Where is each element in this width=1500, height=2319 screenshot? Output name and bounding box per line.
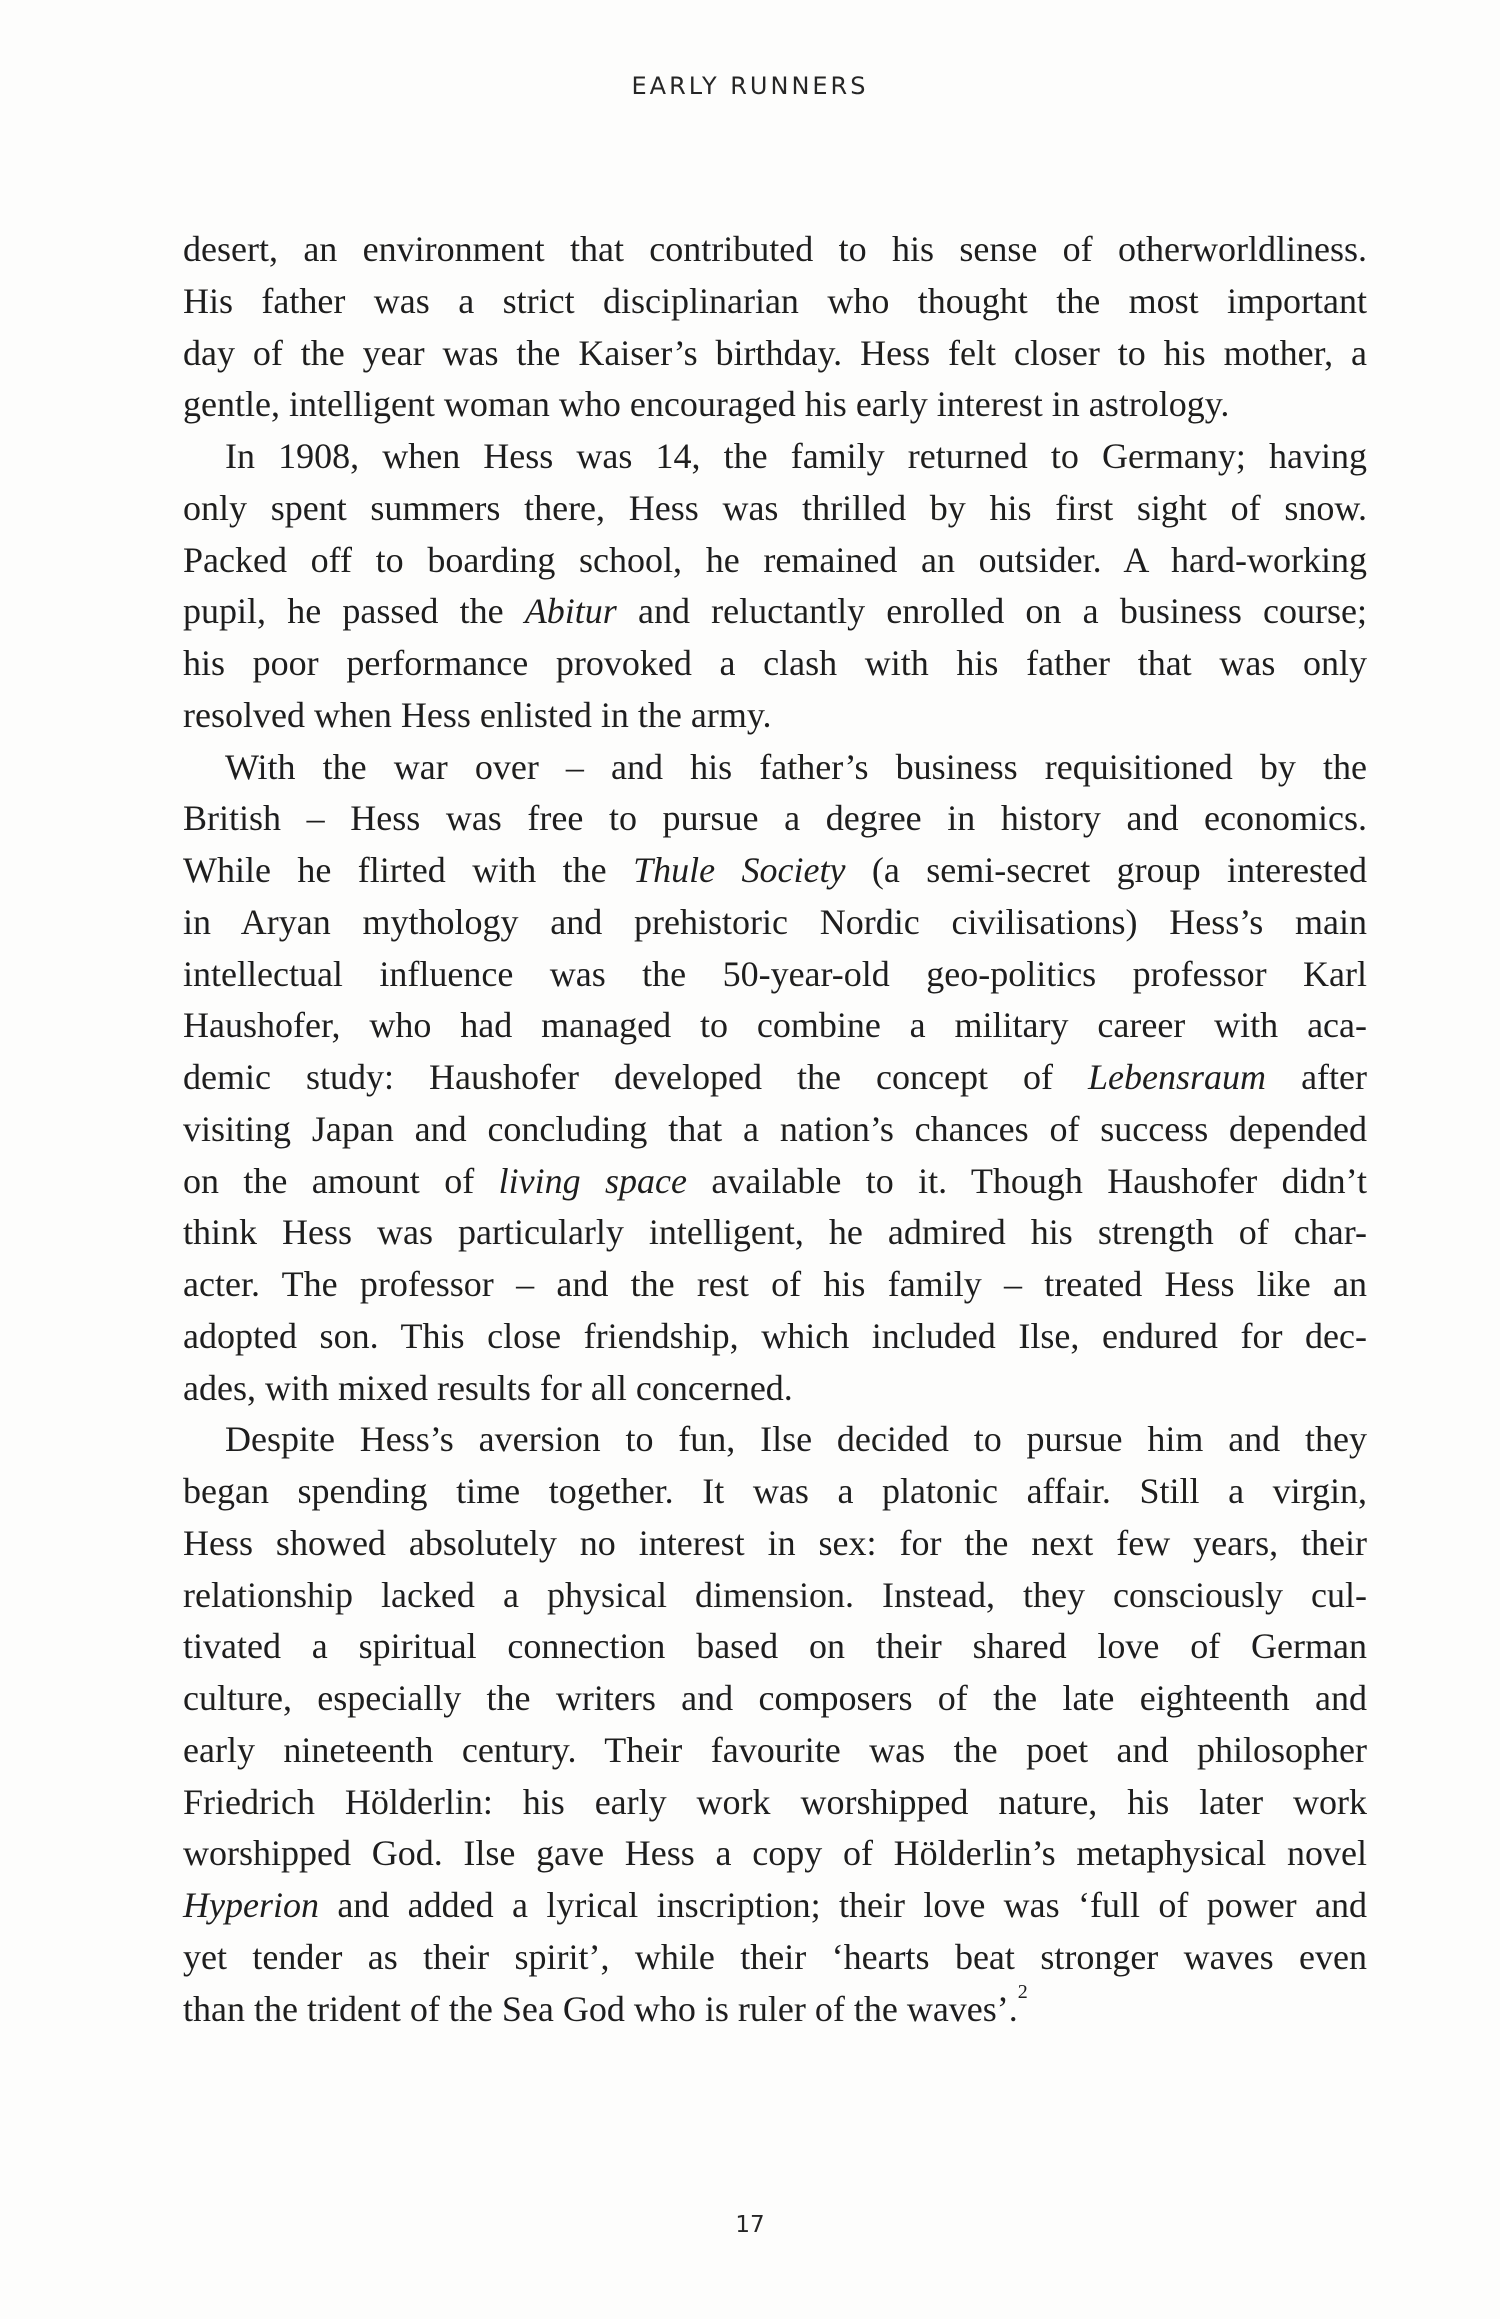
text-line: relationship lacked a physical dimension. Instead, they consciously cul- <box>183 1574 1367 1615</box>
italic-term: Hyperion <box>183 1885 319 1925</box>
italic-term: Thule Society <box>633 850 846 890</box>
text-run: after <box>1266 1057 1368 1097</box>
body-text <box>183 224 1367 2035</box>
text-line: began spending time together. It was a platonic affair. Still a virgin, <box>183 1471 1367 1511</box>
text-line: visiting Japan and concluding that a nation’s chances of success depended <box>183 1108 1367 1149</box>
text-line: Packed off to boarding school, he remained an outsider. A hard-working <box>183 539 1367 580</box>
paragraph <box>183 1414 1367 2035</box>
text-line: day of the year was the Kaiser’s birthday. Hess felt closer to his mother, a <box>183 332 1367 373</box>
text-line: tivated a spiritual connection based on their shared love of German <box>183 1626 1367 1667</box>
text-line: Hess showed absolutely no interest in sex: for the next few years, their <box>183 1522 1367 1563</box>
text-line: desert, an environment that contributed to his sense of otherworldliness. <box>183 229 1367 269</box>
text-line: With the war over – and his father’s business requisitioned by the <box>225 746 1367 787</box>
text-run: demic study: Haushofer developed the concept of <box>183 1057 1089 1097</box>
text-line: Haushofer, who had managed to combine a military career with aca- <box>183 1005 1367 1046</box>
text-run: pupil, he passed the <box>183 591 525 632</box>
text-run: and reluctantly enrolled on a business course; <box>616 591 1367 632</box>
text-line: only spent summers there, Hess was thrilled by his first sight of snow. <box>183 487 1367 528</box>
text-run: and added a lyrical inscription; their love was ‘full of power and <box>318 1885 1367 1925</box>
paragraph <box>183 431 1367 742</box>
text-line: in Aryan mythology and prehistoric Nordic civilisations) Hess’s main <box>183 901 1367 942</box>
text-run: (a semi-secret group interested <box>845 850 1368 890</box>
text-line: worshipped God. Ilse gave Hess a copy of Hölderlin’s metaphysical novel <box>183 1833 1367 1874</box>
text-line: intellectual influence was the 50-year-old geo-politics professor Karl <box>183 953 1367 994</box>
text-line: culture, especially the writers and composers of the late eighteenth and <box>183 1678 1367 1718</box>
text-line: acter. The professor – and the rest of his family – treated Hess like an <box>183 1264 1367 1304</box>
text-run: available to it. Though Haushofer didn’t <box>686 1160 1368 1201</box>
text-line: early nineteenth century. Their favourite was the poet and philosopher <box>183 1729 1367 1770</box>
running-head: EARLY RUNNERS <box>631 72 869 100</box>
text-line <box>183 845 1367 897</box>
text-line: ades, with mixed results for all concerned. <box>183 1367 793 1408</box>
text-line: his poor performance provoked a clash with his father that was only <box>183 643 1367 683</box>
text-line: adopted son. This close friendship, which included Ilse, endured for dec- <box>183 1315 1367 1356</box>
text-line: His father was a strict disciplinarian who thought the most important <box>183 280 1367 321</box>
italic-term: Lebensraum <box>1088 1057 1267 1097</box>
text-line <box>183 1052 1367 1104</box>
page-number: 17 <box>735 2212 765 2238</box>
text-run: While he flirted with the <box>183 850 634 890</box>
text-line: British – Hess was free to pursue a degree in history and economics. <box>183 798 1367 839</box>
text-line: Despite Hess’s aversion to fun, Ilse decided to pursue him and they <box>225 1419 1367 1460</box>
italic-term: Abitur <box>524 591 617 632</box>
text-line: think Hess was particularly intelligent, he admired his strength of char- <box>183 1212 1367 1253</box>
text-run: than the trident of the Sea God who is ruler of the waves’. <box>183 1988 1018 2029</box>
text-line: In 1908, when Hess was 14, the family returned to Germany; having <box>225 436 1367 476</box>
text-line <box>183 1880 1367 1932</box>
text-run: on the amount of <box>183 1160 499 1201</box>
text-line <box>183 1980 1367 2036</box>
text-line: yet tender as their spirit’, while their ‘hearts beat stronger waves even <box>183 1936 1367 1977</box>
italic-term: living space <box>498 1160 687 1201</box>
text-line <box>183 1156 1367 1208</box>
footnote-marker[interactable]: 2 <box>1017 1980 1028 2003</box>
text-line: Friedrich Hölderlin: his early work worshipped nature, his later work <box>183 1781 1367 1822</box>
paragraph <box>183 224 1367 431</box>
text-line: gentle, intelligent woman who encouraged his early interest in astrology. <box>183 384 1230 425</box>
paragraph <box>183 742 1367 1415</box>
text-line: resolved when Hess enlisted in the army. <box>183 694 772 735</box>
text-line <box>183 586 1367 638</box>
